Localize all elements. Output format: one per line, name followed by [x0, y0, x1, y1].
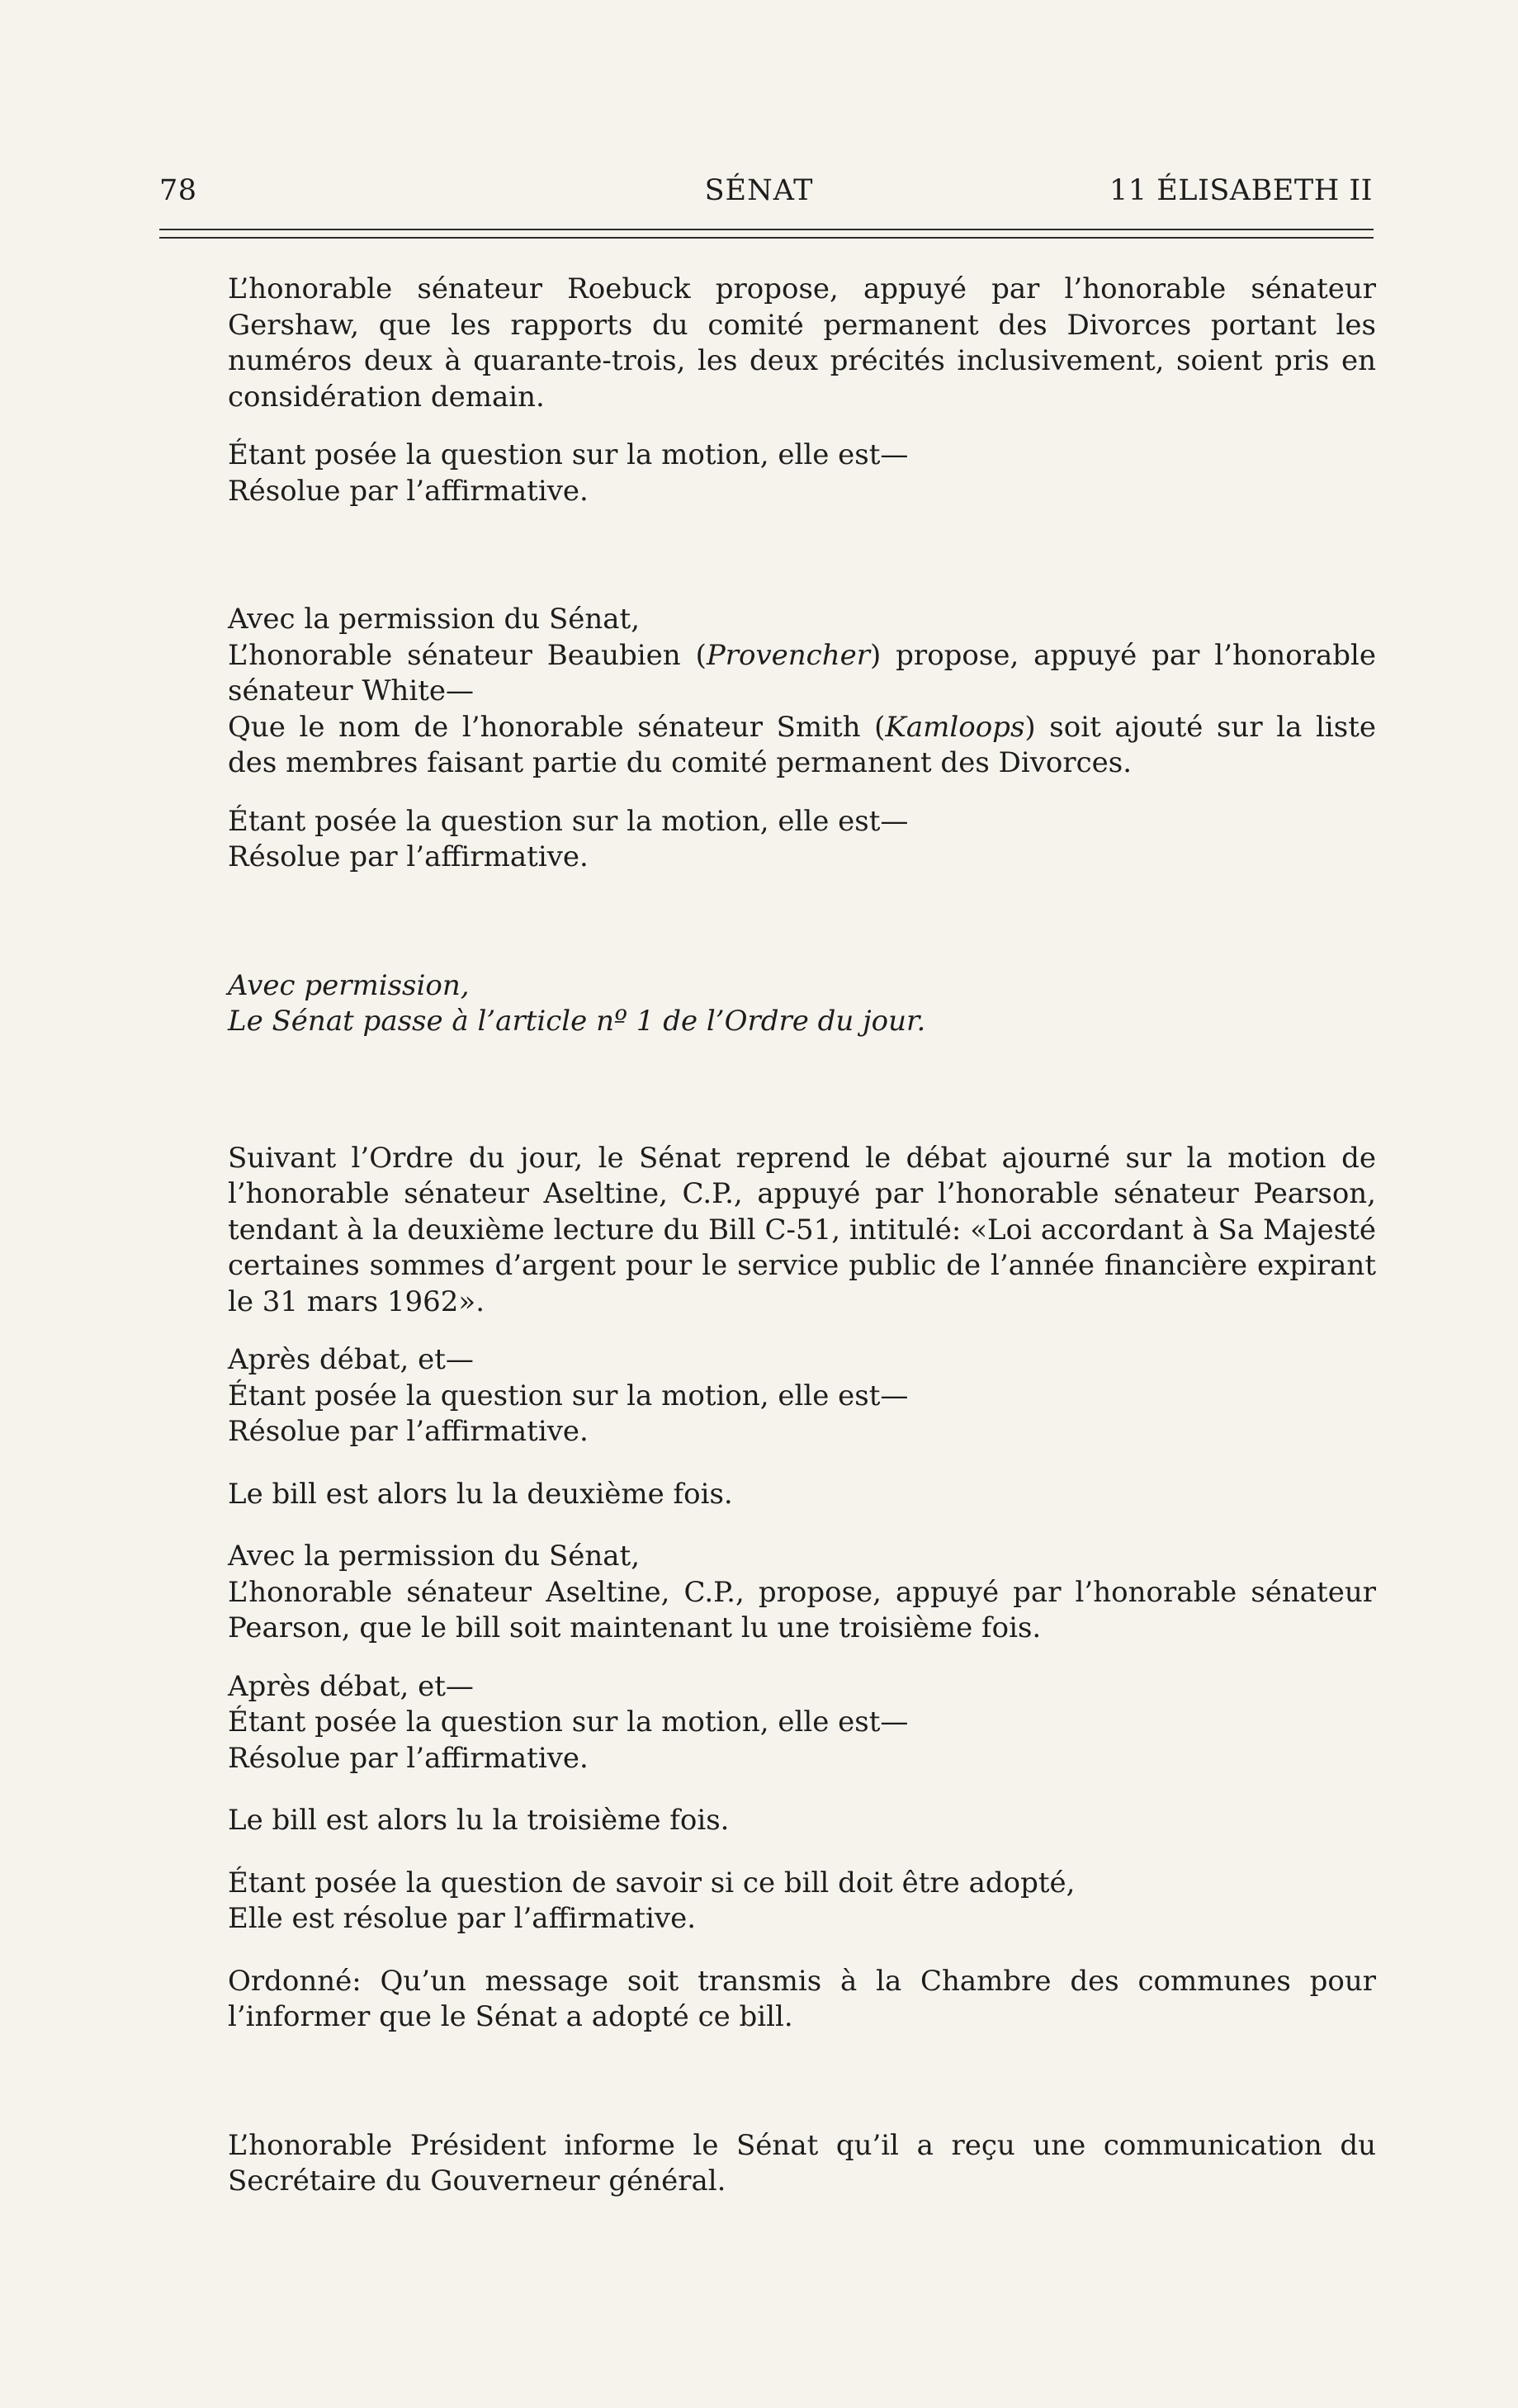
resolved-2: Résolue par l’affirmative.	[228, 840, 589, 873]
resolved-4: Résolue par l’affirmative.	[228, 1741, 589, 1775]
resolved-1: Résolue par l’affirmative.	[228, 474, 589, 508]
leave-of-senate-2: Avec la permission du Sénat,	[228, 1540, 641, 1573]
journal-body	[163, 272, 1376, 2200]
after-debate-1: Après débat, et—	[228, 1343, 474, 1376]
regnal-year: 11 ÉLISABETH II	[1109, 174, 1373, 207]
paragraph-smith-committee: Que le nom de l’honorable sénateur Smith (Kamloops) soit ajouté sur la liste des membres faisant partie du comité permanent des Divorces.	[228, 710, 1376, 779]
question-put-2: Étant posée la question sur la motion, elle est—	[228, 804, 909, 838]
question-put-4: Étant posée la question sur la motion, elle est—	[228, 1705, 909, 1739]
third-reading: Le bill est alors lu la troisième fois.	[228, 1804, 730, 1837]
paragraph-message-commons: Ordonné: Qu’un message soit transmis à la Chambre des communes pour l’informer que le Sénat a adopté ce bill.	[228, 1964, 1376, 2033]
second-reading: Le bill est alors lu la deuxième fois.	[228, 1477, 733, 1511]
paragraph-speaker-communication: L’honorable Président informe le Sénat qu’il a reçu une communication du Secrétaire du Gouverneur général.	[228, 2128, 1376, 2197]
paragraph-roebuck-motion: L’honorable sénateur Roebuck propose, appuyé par l’honorable sénateur Gershaw, que les rapports du comité permanent des Divorces portant les numéros deux à quarante-trois, les deux précités inclusivement, soient pris en considération demain.	[228, 272, 1376, 414]
running-title: SÉNAT	[704, 174, 814, 207]
leave-of-senate-1: Avec la permission du Sénat,	[228, 603, 641, 636]
header-rule-bottom	[159, 237, 1374, 239]
resolved-3: Résolue par l’affirmative.	[228, 1415, 589, 1448]
paragraph-aseltine-third-reading: L’honorable sénateur Aseltine, C.P., propose, appuyé par l’honorable sénateur Pearson, que le bill soit maintenant lu une troisième fois.	[228, 1575, 1376, 1644]
resolved-passed: Elle est résolue par l’affirmative.	[228, 1902, 697, 1935]
question-put-3: Étant posée la question sur la motion, elle est—	[228, 1379, 909, 1412]
header-rule-top	[159, 229, 1374, 230]
page-number: 78	[159, 174, 197, 207]
with-leave: Avec permission,	[228, 968, 470, 1002]
paragraph-beaubien-motion: L’honorable sénateur Beaubien (Provencher) propose, appuyé par l’honorable sénateur White—	[228, 638, 1377, 707]
question-put-1: Étant posée la question sur la motion, elle est—	[228, 438, 909, 471]
question-passed: Étant posée la question de savoir si ce bill doit être adopté,	[228, 1866, 1076, 1899]
paragraph-bill-c51-debate: Suivant l’Ordre du jour, le Sénat reprend le débat ajourné sur la motion de l’honorable sénateur Aseltine, C.P., appuyé par l’honorable sénateur Pearson, tendant à la deuxième lecture du Bill C-51, intitulé: «Loi accordant à Sa Majesté certaines sommes d’argent pour le service public de l’année financière expirant le 31 mars 1962».	[228, 1141, 1376, 1318]
order-of-day-item: Le Sénat passe à l’article nº 1 de l’Ordre du jour.	[228, 1005, 926, 1038]
after-debate-2: Après débat, et—	[228, 1669, 474, 1703]
